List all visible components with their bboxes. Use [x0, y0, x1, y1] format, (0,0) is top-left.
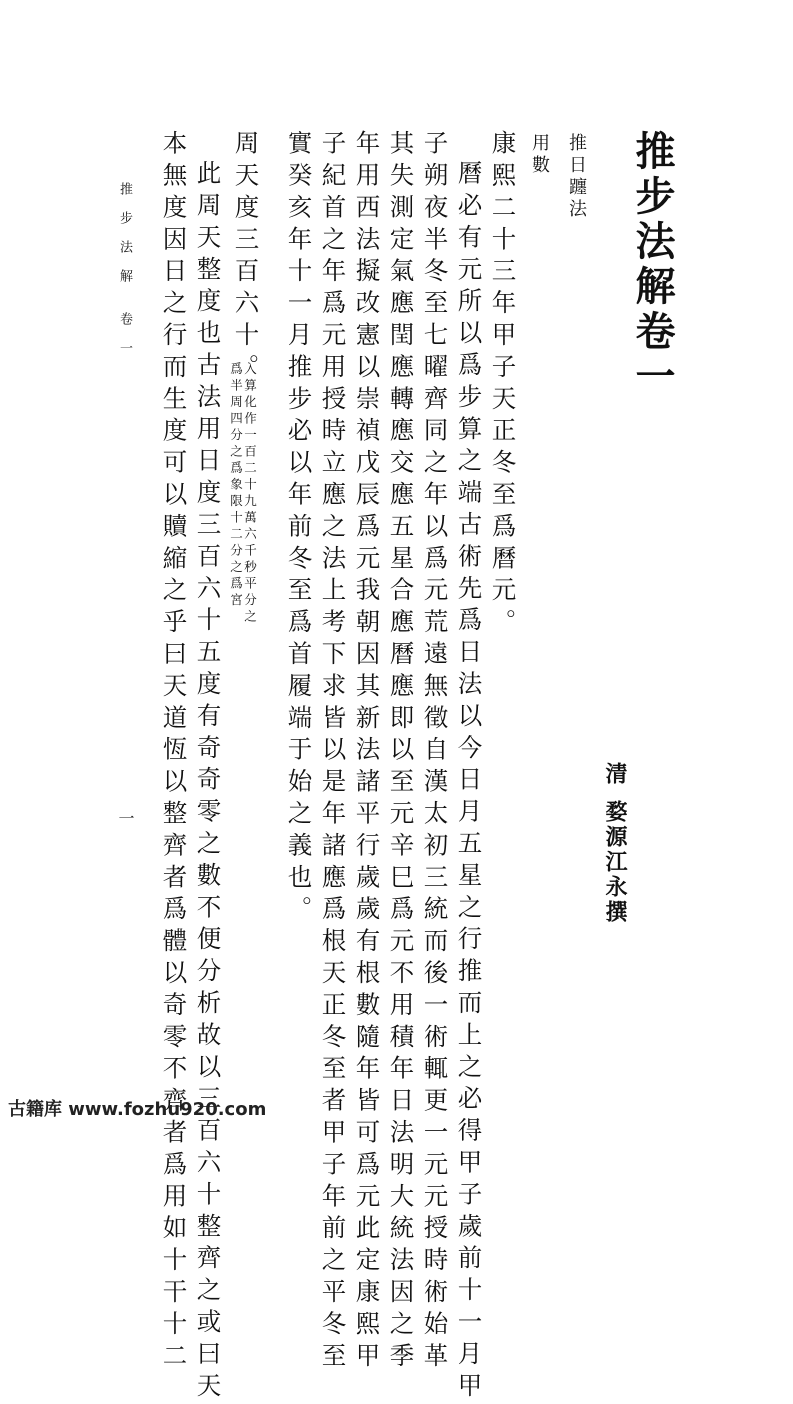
margin-page-number: 一 [116, 810, 135, 826]
text-column-3: 子朔夜半冬至七曜齊同之年以爲元荒遠無徵自漢太初三統而後一術輒更一元元授時術始革 [420, 130, 450, 1375]
margin-book-title [118, 182, 131, 370]
note-column-2: 爲半周四分之爲象限十二分之爲宮 [228, 362, 244, 610]
text-column-2: 曆必有元所以爲步算之端古術先爲日法以今日月五星之行推而上之必得甲子歲前十一月甲 [454, 160, 484, 1404]
margin-title-text: 推步法解 [117, 182, 132, 298]
text-column-7: 實癸亥年十一月推步必以年前冬至爲首履端于始之義也。 [284, 130, 314, 928]
text-column-6: 子紀首之年爲元用授時立應之法上考下求皆以是年諸應爲根天正冬至者甲子年前之平冬至 [318, 130, 348, 1375]
page-title: 推步法解卷一 [629, 130, 676, 400]
author-dynasty: 清 [602, 762, 628, 784]
margin-volume-text: 卷一 [117, 312, 132, 370]
text-column-4: 其失測定氣應閏應轉應交應五星合應曆應即以至元辛巳爲元不用積年日法明大統法因之季 [386, 130, 416, 1375]
text-column-1: 康熙二十三年甲子天正冬至爲曆元。 [488, 130, 518, 641]
section-heading-sun-motion: 推日躔法 [566, 133, 587, 221]
section-heading-data: 用數 [529, 133, 550, 177]
text-column-10: 本無度因日之行而生度可以贖縮之乎曰天道恆以整齊者爲體以奇零不齊者爲用如十干十二 [159, 130, 189, 1375]
text-column-9: 此周天整度也古法用日度三百六十五度有奇奇零之數不便分析故以三百六十整齊之或曰天 [193, 160, 223, 1404]
note-column-1: 入算化作一百二十九萬六千秒平分之 [242, 362, 258, 626]
text-column-8-head: 周天度三百六十。 [231, 130, 261, 386]
text-column-5: 年用西法擬改憲以崇禎戊辰爲元我朝因其新法諸平行歲歲有根數隨年皆可爲元此定康熙甲 [352, 130, 382, 1375]
footer-watermark: 古籍库 www.fozhu920.com [8, 1099, 267, 1120]
footer-watermark-bar [0, 1082, 793, 1122]
author-name: 婺源江永撰 [602, 800, 628, 925]
